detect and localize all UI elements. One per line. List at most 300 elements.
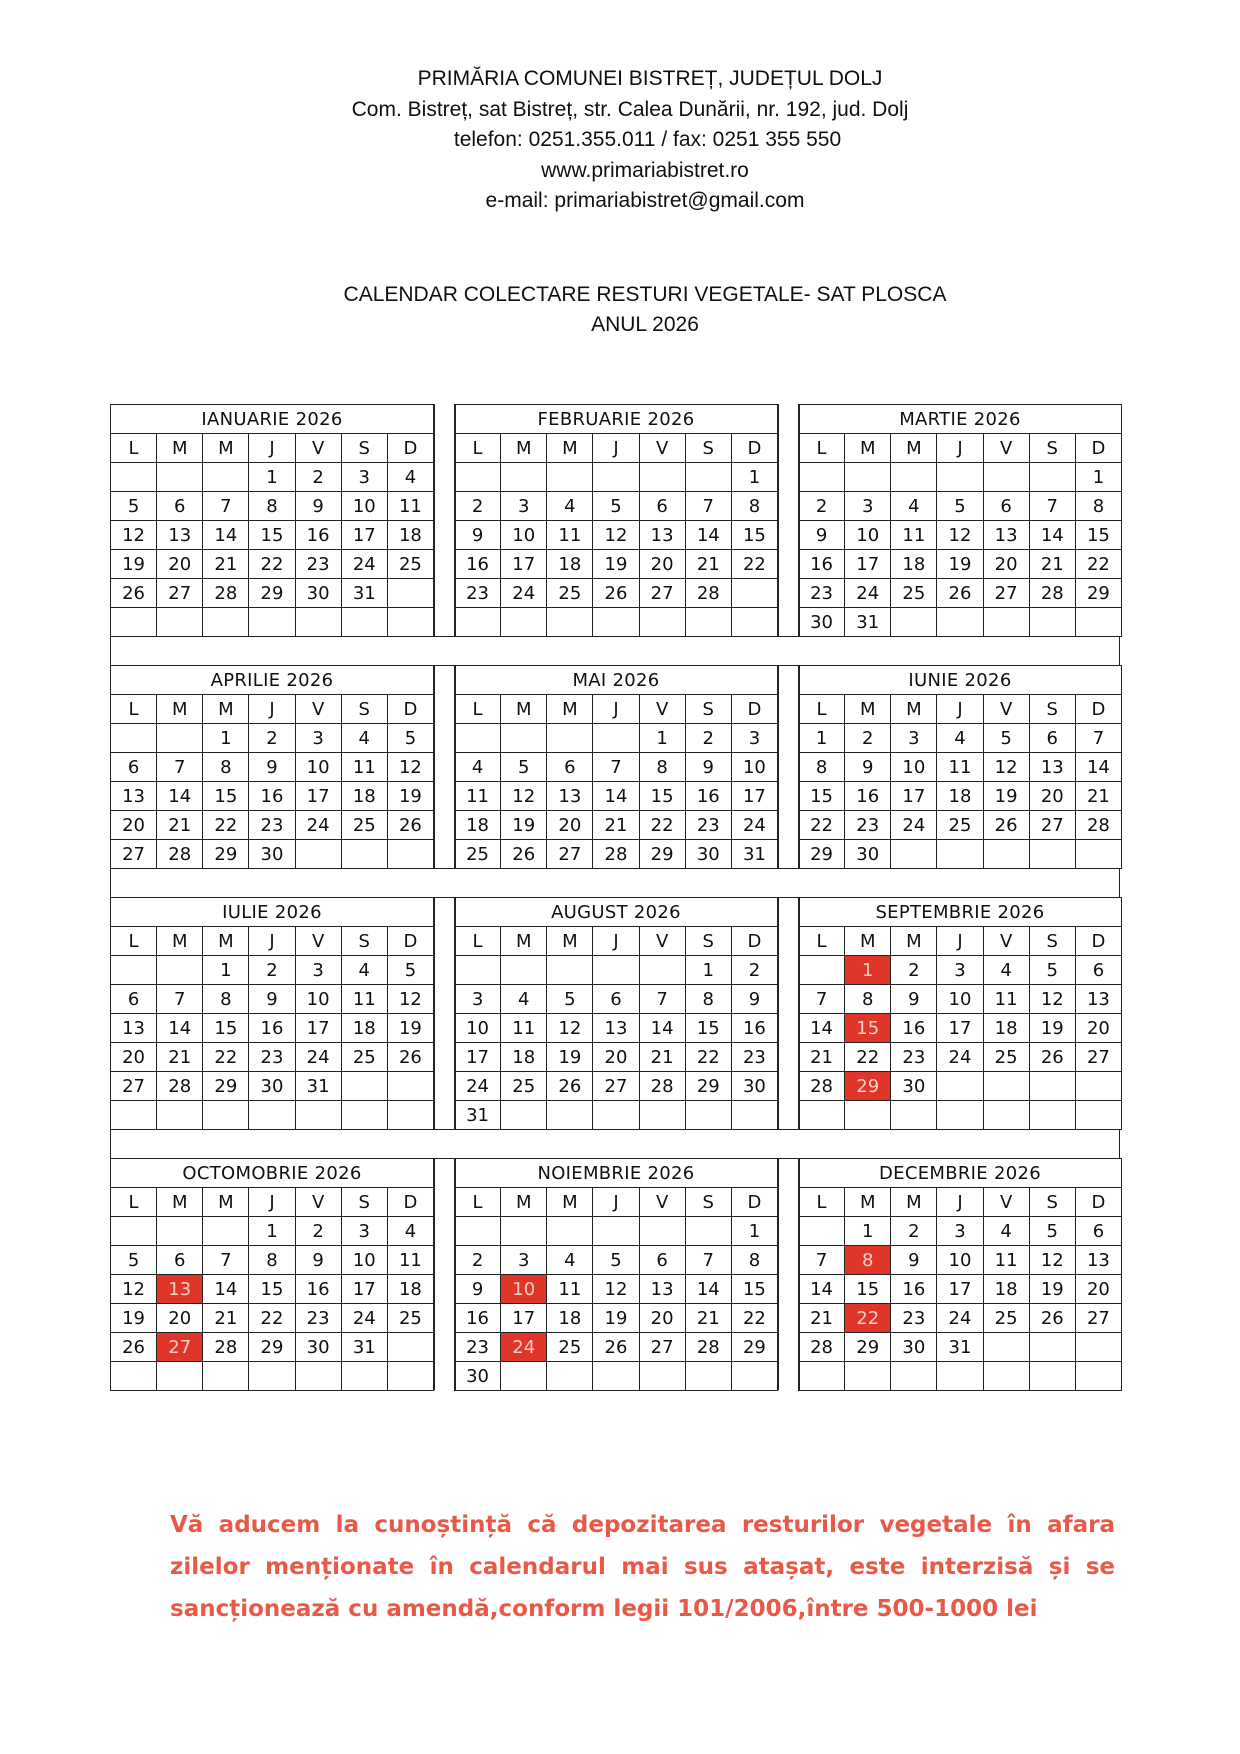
weekday-label: D <box>731 434 777 463</box>
day-cell: 15 <box>731 521 777 550</box>
day-cell: 12 <box>501 782 547 811</box>
day-cell: 11 <box>983 1246 1029 1275</box>
collection-day-cell: 10 <box>501 1275 547 1304</box>
day-cell: 30 <box>455 1362 501 1391</box>
day-cell: 19 <box>547 1043 593 1072</box>
month-title: DECEMBRIE 2026 <box>799 1159 1122 1188</box>
weekday-label: M <box>203 927 249 956</box>
day-cell: 6 <box>157 492 203 521</box>
empty-day-cell <box>1029 1362 1075 1391</box>
day-cell: 27 <box>111 1072 157 1101</box>
week-row <box>111 463 434 492</box>
day-cell: 10 <box>501 521 547 550</box>
day-cell: 10 <box>891 753 937 782</box>
day-cell: 11 <box>341 985 387 1014</box>
day-cell: 30 <box>295 1333 341 1362</box>
day-cell: 15 <box>685 1014 731 1043</box>
day-cell: 7 <box>1075 724 1121 753</box>
day-cell: 25 <box>341 811 387 840</box>
empty-day-cell <box>203 1362 249 1391</box>
weekday-label: V <box>639 434 685 463</box>
empty-day-cell <box>639 956 685 985</box>
week-row <box>799 608 1122 637</box>
day-cell: 1 <box>639 724 685 753</box>
day-cell: 8 <box>845 985 891 1014</box>
day-cell: 18 <box>983 1014 1029 1043</box>
empty-day-cell <box>685 1217 731 1246</box>
week-row <box>799 1217 1122 1246</box>
day-cell: 11 <box>891 521 937 550</box>
weekday-label: S <box>1029 434 1075 463</box>
day-cell: 10 <box>341 492 387 521</box>
day-cell: 1 <box>799 724 845 753</box>
day-cell: 9 <box>249 985 295 1014</box>
week-row <box>111 1362 434 1391</box>
day-cell: 26 <box>1029 1043 1075 1072</box>
day-cell: 5 <box>593 1246 639 1275</box>
document-title <box>0 280 1240 340</box>
weekday-label: L <box>455 695 501 724</box>
weekday-label: D <box>731 1188 777 1217</box>
day-cell: 28 <box>1029 579 1075 608</box>
day-cell: 6 <box>1075 956 1121 985</box>
empty-day-cell <box>891 1362 937 1391</box>
weekday-label: L <box>455 927 501 956</box>
day-cell: 19 <box>111 550 157 579</box>
day-cell: 21 <box>799 1304 845 1333</box>
day-cell: 13 <box>593 1014 639 1043</box>
day-cell: 23 <box>295 550 341 579</box>
day-cell: 5 <box>387 724 433 753</box>
weekday-label: L <box>799 927 845 956</box>
weekday-label: M <box>547 434 593 463</box>
day-cell: 11 <box>501 1014 547 1043</box>
week-row <box>111 811 434 840</box>
empty-day-cell <box>387 840 433 869</box>
day-cell: 11 <box>547 1275 593 1304</box>
month-12 <box>798 1158 1122 1391</box>
day-cell: 28 <box>157 840 203 869</box>
day-cell: 12 <box>1029 1246 1075 1275</box>
day-cell: 7 <box>685 1246 731 1275</box>
day-cell: 13 <box>547 782 593 811</box>
day-cell: 11 <box>387 492 433 521</box>
day-cell: 4 <box>547 492 593 521</box>
month-title: NOIEMBRIE 2026 <box>455 1159 778 1188</box>
weekday-label: S <box>685 695 731 724</box>
day-cell: 1 <box>1075 463 1121 492</box>
empty-day-cell <box>157 1362 203 1391</box>
day-cell: 16 <box>891 1275 937 1304</box>
week-row <box>455 579 778 608</box>
day-cell: 24 <box>341 1304 387 1333</box>
empty-day-cell <box>983 608 1029 637</box>
empty-day-cell <box>593 1217 639 1246</box>
day-cell: 17 <box>455 1043 501 1072</box>
weekday-label: M <box>501 695 547 724</box>
empty-day-cell <box>731 608 777 637</box>
day-cell: 23 <box>891 1043 937 1072</box>
weekday-label: M <box>845 434 891 463</box>
week-row <box>799 550 1122 579</box>
weekday-label: J <box>593 434 639 463</box>
calendar-grid <box>110 404 1120 1394</box>
day-cell: 15 <box>203 782 249 811</box>
empty-day-cell <box>295 840 341 869</box>
day-cell: 18 <box>547 550 593 579</box>
day-cell: 2 <box>685 724 731 753</box>
week-row <box>799 782 1122 811</box>
weekday-label: D <box>1075 927 1121 956</box>
empty-day-cell <box>983 1333 1029 1362</box>
day-cell: 25 <box>983 1043 1029 1072</box>
day-cell: 20 <box>547 811 593 840</box>
month-separator <box>434 897 456 1129</box>
weekday-label: L <box>799 1188 845 1217</box>
day-cell: 28 <box>799 1333 845 1362</box>
empty-day-cell <box>111 608 157 637</box>
week-row <box>111 724 434 753</box>
day-cell: 12 <box>111 1275 157 1304</box>
empty-day-cell <box>593 1362 639 1391</box>
day-cell: 25 <box>547 1333 593 1362</box>
month-title: AUGUST 2026 <box>455 898 778 927</box>
day-cell: 26 <box>593 1333 639 1362</box>
weekday-label: L <box>799 695 845 724</box>
day-cell: 27 <box>1075 1304 1121 1333</box>
empty-day-cell <box>639 1362 685 1391</box>
month-11 <box>454 1158 778 1391</box>
day-cell: 9 <box>731 985 777 1014</box>
empty-day-cell <box>937 608 983 637</box>
day-cell: 26 <box>387 1043 433 1072</box>
empty-day-cell <box>341 608 387 637</box>
day-cell: 15 <box>639 782 685 811</box>
day-cell: 8 <box>731 492 777 521</box>
day-cell: 13 <box>1075 1246 1121 1275</box>
day-cell: 6 <box>639 492 685 521</box>
empty-day-cell <box>547 1101 593 1130</box>
day-cell: 10 <box>937 985 983 1014</box>
empty-day-cell <box>547 463 593 492</box>
day-cell: 14 <box>685 521 731 550</box>
day-cell: 2 <box>891 1217 937 1246</box>
weekday-label: L <box>111 434 157 463</box>
day-cell: 27 <box>1029 811 1075 840</box>
day-cell: 12 <box>1029 985 1075 1014</box>
empty-day-cell <box>1029 1333 1075 1362</box>
day-cell: 25 <box>547 579 593 608</box>
day-cell: 17 <box>845 550 891 579</box>
empty-day-cell <box>111 956 157 985</box>
empty-day-cell <box>799 1362 845 1391</box>
day-cell: 3 <box>295 956 341 985</box>
weekday-label: M <box>501 1188 547 1217</box>
weekday-label: M <box>845 695 891 724</box>
day-cell: 20 <box>111 811 157 840</box>
day-cell: 27 <box>111 840 157 869</box>
day-cell: 4 <box>341 956 387 985</box>
week-row <box>455 724 778 753</box>
empty-day-cell <box>799 956 845 985</box>
day-cell: 29 <box>1075 579 1121 608</box>
day-cell: 2 <box>295 1217 341 1246</box>
week-row <box>799 1246 1122 1275</box>
day-cell: 20 <box>157 550 203 579</box>
week-row <box>455 1043 778 1072</box>
day-cell: 15 <box>731 1275 777 1304</box>
day-cell: 19 <box>983 782 1029 811</box>
day-cell: 19 <box>1029 1275 1075 1304</box>
weekday-label: L <box>455 1188 501 1217</box>
weekday-label: S <box>1029 1188 1075 1217</box>
day-cell: 4 <box>983 956 1029 985</box>
empty-day-cell <box>501 1101 547 1130</box>
day-cell: 19 <box>387 1014 433 1043</box>
day-cell: 5 <box>111 492 157 521</box>
day-cell: 18 <box>455 811 501 840</box>
collection-day-cell: 29 <box>845 1072 891 1101</box>
weekday-label: D <box>731 927 777 956</box>
day-cell: 8 <box>799 753 845 782</box>
day-cell: 31 <box>295 1072 341 1101</box>
day-cell: 1 <box>249 463 295 492</box>
week-row <box>111 985 434 1014</box>
day-cell: 24 <box>501 579 547 608</box>
day-cell: 19 <box>937 550 983 579</box>
day-cell: 28 <box>593 840 639 869</box>
day-cell: 7 <box>1029 492 1075 521</box>
day-cell: 18 <box>547 1304 593 1333</box>
day-cell: 25 <box>891 579 937 608</box>
day-cell: 31 <box>455 1101 501 1130</box>
day-cell: 17 <box>937 1014 983 1043</box>
day-cell: 10 <box>455 1014 501 1043</box>
weekday-label: S <box>341 1188 387 1217</box>
day-cell: 14 <box>157 1014 203 1043</box>
week-row <box>455 521 778 550</box>
empty-day-cell <box>387 1362 433 1391</box>
day-cell: 24 <box>891 811 937 840</box>
weekday-label: J <box>937 695 983 724</box>
empty-day-cell <box>455 956 501 985</box>
week-row <box>455 1072 778 1101</box>
day-cell: 28 <box>157 1072 203 1101</box>
day-cell: 16 <box>891 1014 937 1043</box>
week-row <box>111 1217 434 1246</box>
weekday-label: V <box>983 1188 1029 1217</box>
empty-day-cell <box>455 608 501 637</box>
weekday-label: D <box>1075 1188 1121 1217</box>
day-cell: 8 <box>1075 492 1121 521</box>
day-cell: 29 <box>249 1333 295 1362</box>
week-row <box>799 840 1122 869</box>
day-cell: 2 <box>249 724 295 753</box>
week-row <box>111 492 434 521</box>
empty-day-cell <box>983 1072 1029 1101</box>
day-cell: 20 <box>157 1304 203 1333</box>
week-row <box>799 1101 1122 1130</box>
week-row <box>111 1043 434 1072</box>
day-cell: 9 <box>891 985 937 1014</box>
day-cell: 1 <box>845 1217 891 1246</box>
day-cell: 4 <box>455 753 501 782</box>
weekday-label: M <box>157 1188 203 1217</box>
day-cell: 23 <box>799 579 845 608</box>
day-cell: 6 <box>157 1246 203 1275</box>
day-cell: 1 <box>249 1217 295 1246</box>
weekday-label: J <box>249 927 295 956</box>
empty-day-cell <box>593 608 639 637</box>
empty-day-cell <box>593 463 639 492</box>
weekday-label: M <box>157 927 203 956</box>
day-cell: 28 <box>799 1072 845 1101</box>
weekday-label: M <box>157 695 203 724</box>
empty-day-cell <box>387 1072 433 1101</box>
week-row <box>799 1333 1122 1362</box>
day-cell: 21 <box>685 550 731 579</box>
day-cell: 8 <box>731 1246 777 1275</box>
day-cell: 21 <box>203 1304 249 1333</box>
week-row <box>455 753 778 782</box>
empty-day-cell <box>1075 1101 1121 1130</box>
day-cell: 7 <box>799 1246 845 1275</box>
day-cell: 18 <box>387 521 433 550</box>
day-cell: 16 <box>295 1275 341 1304</box>
day-cell: 14 <box>593 782 639 811</box>
empty-day-cell <box>501 956 547 985</box>
week-row <box>799 1072 1122 1101</box>
day-cell: 13 <box>111 782 157 811</box>
weekday-label: J <box>593 1188 639 1217</box>
empty-day-cell <box>547 1217 593 1246</box>
empty-day-cell <box>891 1101 937 1130</box>
weekday-label: M <box>891 1188 937 1217</box>
day-cell: 18 <box>983 1275 1029 1304</box>
empty-day-cell <box>1075 1072 1121 1101</box>
weekday-label: S <box>341 927 387 956</box>
empty-day-cell <box>157 463 203 492</box>
day-cell: 31 <box>845 608 891 637</box>
week-row <box>455 1333 778 1362</box>
weekday-label: L <box>111 1188 157 1217</box>
empty-day-cell <box>845 463 891 492</box>
week-row <box>111 1014 434 1043</box>
week-row <box>111 782 434 811</box>
day-cell: 29 <box>685 1072 731 1101</box>
empty-day-cell <box>455 463 501 492</box>
week-row <box>111 579 434 608</box>
empty-day-cell <box>639 1101 685 1130</box>
empty-day-cell <box>501 608 547 637</box>
day-cell: 12 <box>593 521 639 550</box>
empty-day-cell <box>685 1362 731 1391</box>
day-cell: 30 <box>295 579 341 608</box>
weekday-label: L <box>799 434 845 463</box>
day-cell: 30 <box>845 840 891 869</box>
weekday-label: J <box>937 1188 983 1217</box>
day-cell: 18 <box>501 1043 547 1072</box>
month-separator <box>778 404 800 636</box>
month-title: IANUARIE 2026 <box>111 405 434 434</box>
day-cell: 21 <box>799 1043 845 1072</box>
day-cell: 10 <box>845 521 891 550</box>
weekday-label: M <box>845 1188 891 1217</box>
empty-day-cell <box>1075 608 1121 637</box>
week-row <box>799 521 1122 550</box>
empty-day-cell <box>295 1362 341 1391</box>
day-cell: 25 <box>937 811 983 840</box>
empty-day-cell <box>937 1101 983 1130</box>
day-cell: 16 <box>799 550 845 579</box>
weekday-label: M <box>203 434 249 463</box>
day-cell: 10 <box>295 753 341 782</box>
month-title: MAI 2026 <box>455 666 778 695</box>
collection-day-cell: 15 <box>845 1014 891 1043</box>
day-cell: 30 <box>249 840 295 869</box>
day-cell: 22 <box>731 1304 777 1333</box>
empty-day-cell <box>111 463 157 492</box>
day-cell: 16 <box>685 782 731 811</box>
day-cell: 3 <box>937 956 983 985</box>
day-cell: 31 <box>937 1333 983 1362</box>
day-cell: 3 <box>341 1217 387 1246</box>
month-title: FEBRUARIE 2026 <box>455 405 778 434</box>
collection-day-cell: 8 <box>845 1246 891 1275</box>
day-cell: 9 <box>891 1246 937 1275</box>
empty-day-cell <box>1029 608 1075 637</box>
weekday-label: V <box>983 927 1029 956</box>
empty-day-cell <box>295 1101 341 1130</box>
week-row <box>111 550 434 579</box>
day-cell: 21 <box>1075 782 1121 811</box>
month-separator <box>778 1158 800 1390</box>
day-cell: 4 <box>501 985 547 1014</box>
day-cell: 24 <box>295 1043 341 1072</box>
empty-day-cell <box>157 608 203 637</box>
weekday-label: M <box>501 434 547 463</box>
day-cell: 20 <box>639 550 685 579</box>
day-cell: 26 <box>387 811 433 840</box>
day-cell: 8 <box>639 753 685 782</box>
day-cell: 18 <box>341 782 387 811</box>
empty-day-cell <box>1075 840 1121 869</box>
week-row <box>799 579 1122 608</box>
month-9 <box>798 897 1122 1130</box>
day-cell: 23 <box>845 811 891 840</box>
day-cell: 22 <box>639 811 685 840</box>
day-cell: 5 <box>547 985 593 1014</box>
day-cell: 25 <box>983 1304 1029 1333</box>
month-title: MARTIE 2026 <box>799 405 1122 434</box>
week-row <box>455 1014 778 1043</box>
month-4 <box>110 665 434 869</box>
week-row <box>111 608 434 637</box>
day-cell: 11 <box>937 753 983 782</box>
day-cell: 10 <box>731 753 777 782</box>
day-cell: 17 <box>341 521 387 550</box>
day-cell: 27 <box>639 1333 685 1362</box>
week-row <box>455 1304 778 1333</box>
empty-day-cell <box>891 608 937 637</box>
day-cell: 20 <box>639 1304 685 1333</box>
day-cell: 5 <box>1029 1217 1075 1246</box>
day-cell: 21 <box>203 550 249 579</box>
day-cell: 29 <box>845 1333 891 1362</box>
empty-day-cell <box>157 724 203 753</box>
day-cell: 20 <box>1075 1275 1121 1304</box>
empty-day-cell <box>593 956 639 985</box>
